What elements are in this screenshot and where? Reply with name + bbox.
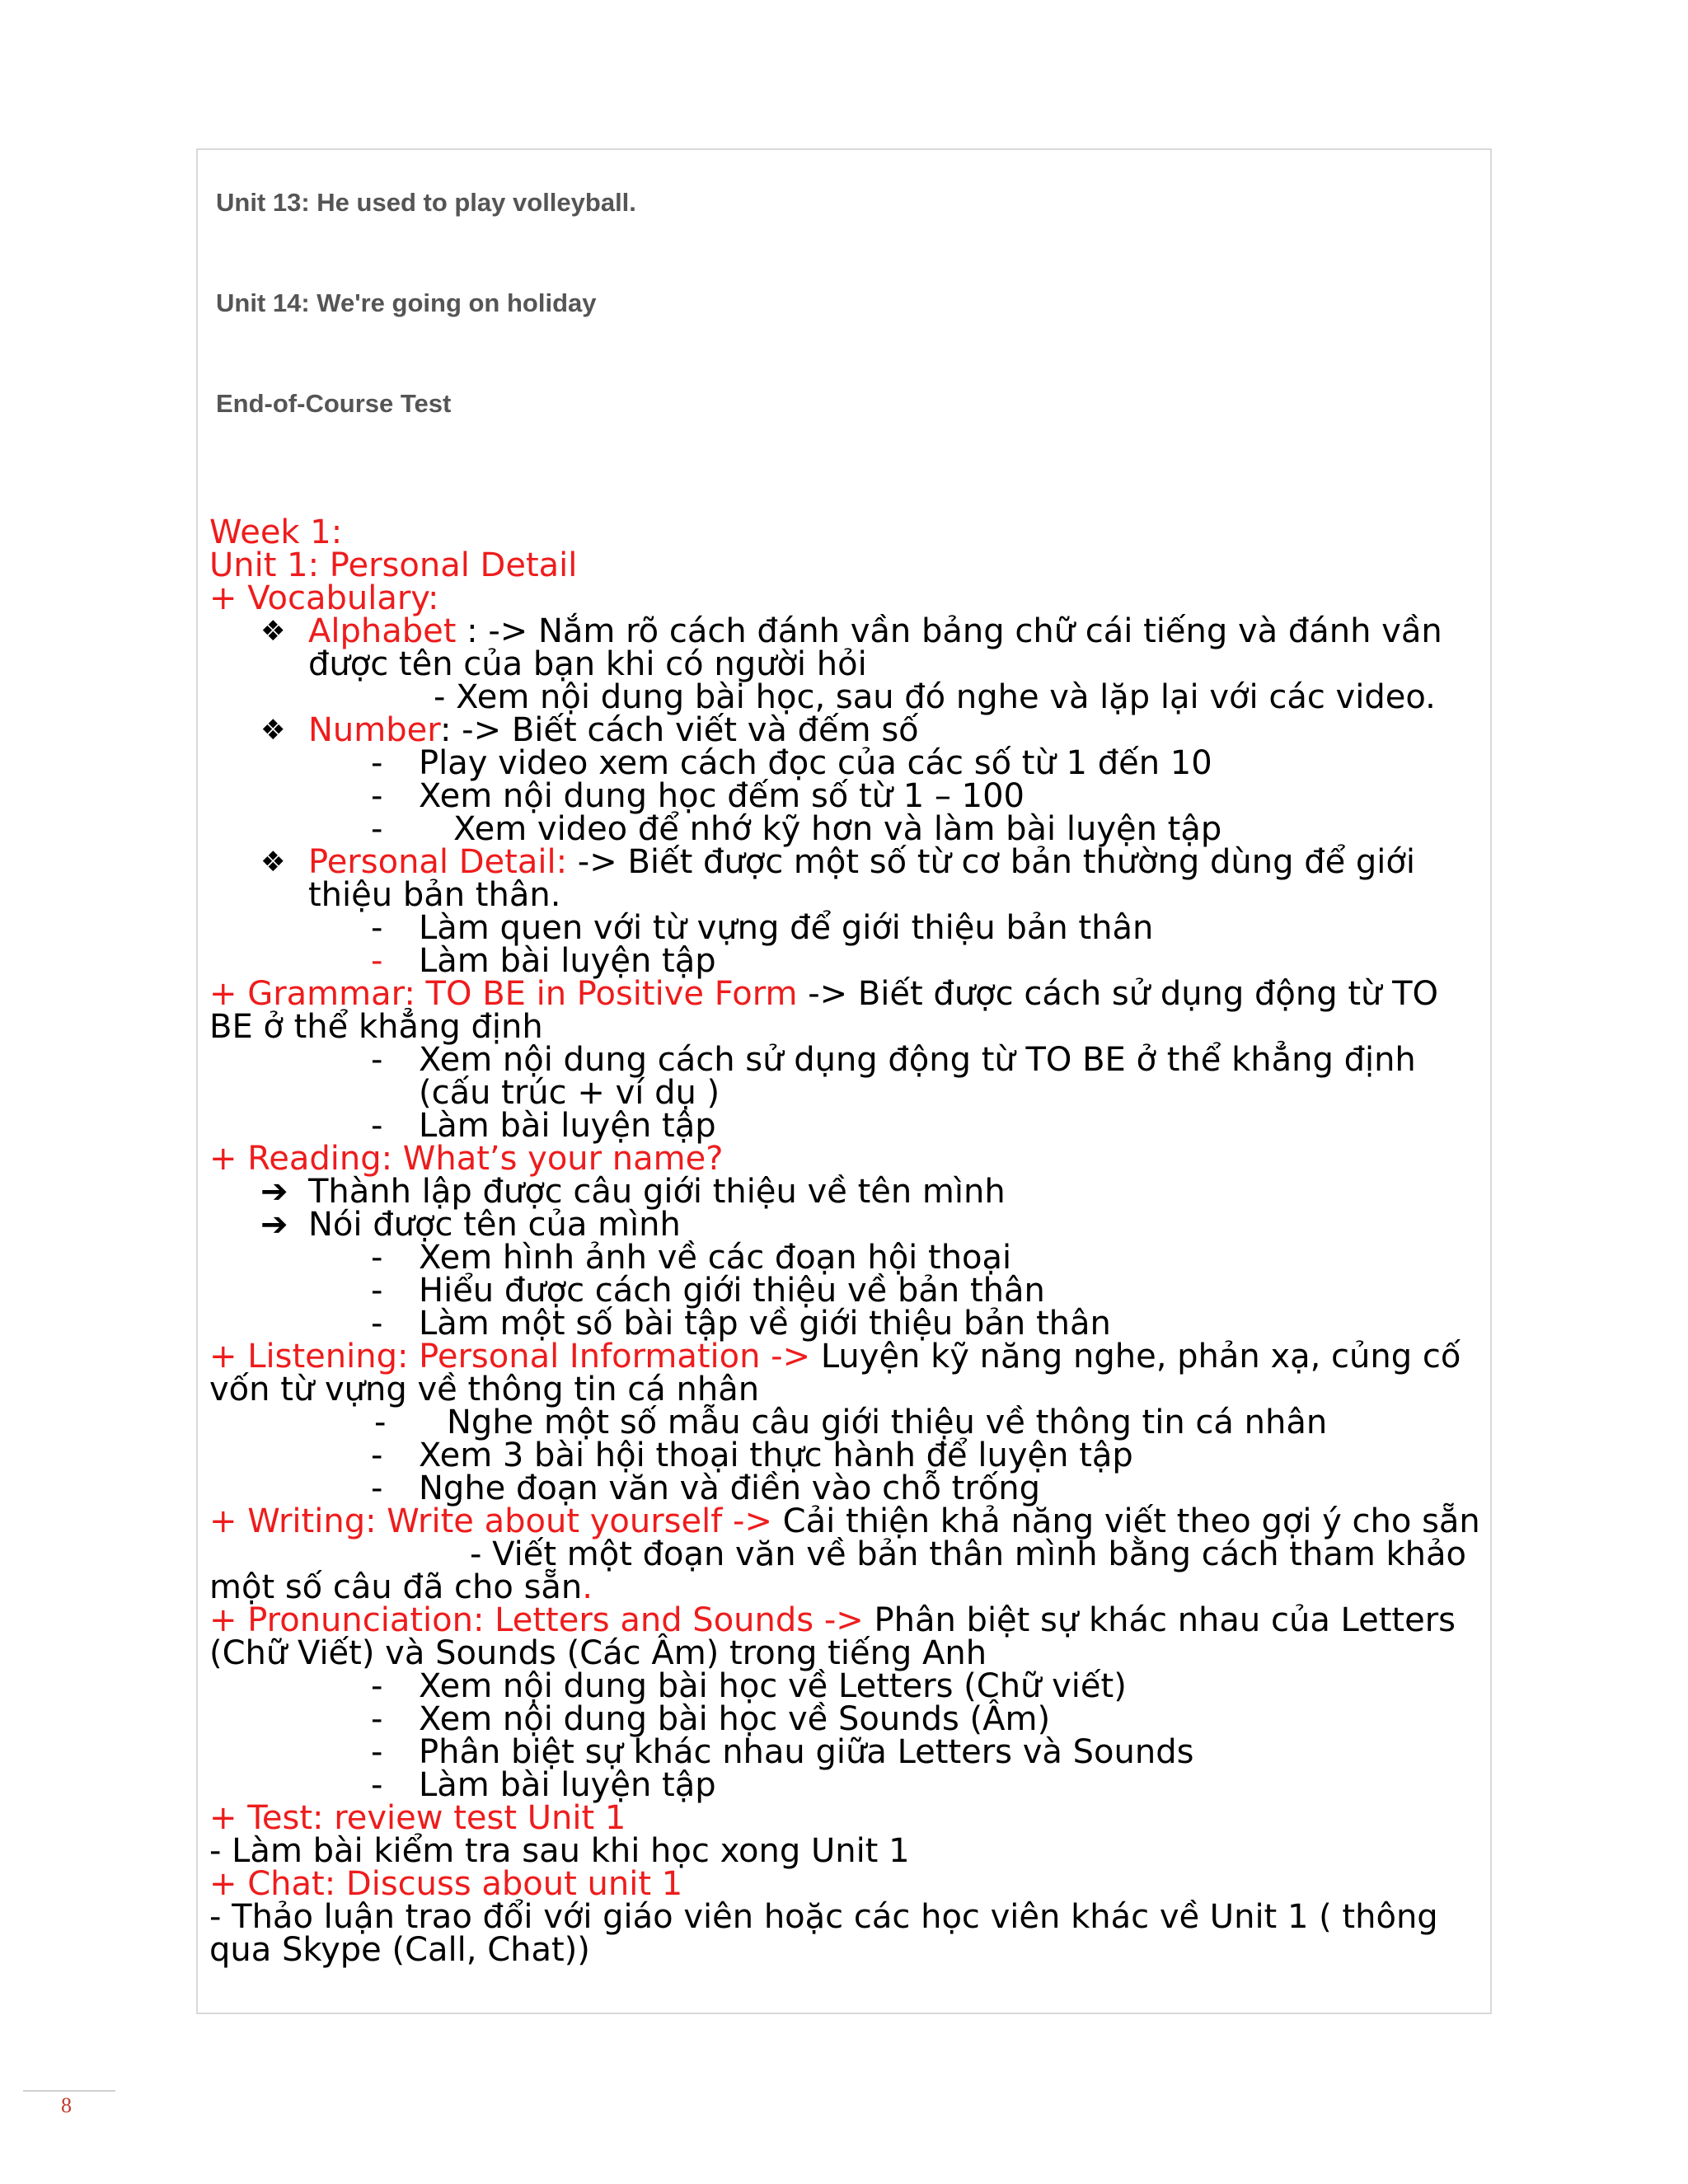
grammar-desc: -> Biết được cách sử dụng động từ TO [797,975,1439,1013]
dash-icon: - [371,1469,383,1507]
alphabet-note: - Xem nội dung bài học, sau đó nghe và lặp lại với các video. [434,678,1436,716]
dash-icon: - [371,777,383,815]
reading-step-3: Làm một số bài tập về giới thiệu bản thân [419,1305,1111,1343]
page-number: 8 [61,2093,72,2117]
grammar-desc-cont: BE ở thể khẳng định [209,1008,543,1046]
test-desc: - Làm bài kiểm tra sau khi học xong Unit 1 [209,1832,910,1870]
alphabet-label: Alphabet [308,612,457,650]
pronunciation-step-3: Phân biệt sự khác nhau giữa Letters và Sounds [419,1733,1194,1771]
dash-icon: - [371,744,383,782]
personal-detail-label: Personal Detail: [308,843,568,881]
personal-step-1: Làm quen với từ vựng để giới thiệu bản thân [419,909,1154,947]
grammar-step-1: Xem nội dung cách sử dụng động từ TO BE ở thể khẳng định [419,1041,1416,1079]
dash-icon: - [371,1239,383,1277]
diamond-bullet-icon: ❖ [260,615,286,648]
pronunciation-heading [209,1601,1495,1639]
week-plan [209,513,1495,1969]
dash-icon: - [371,1272,383,1310]
grammar-label: + Grammar: TO BE in Positive Form [209,975,798,1013]
pronunciation-step-4: Làm bài luyện tập [419,1766,716,1804]
listening-step-3: Nghe đoạn văn và điền vào chỗ trống [419,1469,1041,1507]
alphabet-desc-cont: được tên của bạn khi có người hỏi [308,645,867,683]
personal-detail-desc-cont: thiệu bản thân. [308,876,561,914]
chat-desc-cont: qua Skype (Call, Chat)) [209,1931,590,1969]
dash-icon: - [371,1667,383,1705]
number-step-3: Xem video để nhớ kỹ hơn và làm bài luyện tập [453,810,1222,848]
dash-icon: - [371,1700,383,1738]
reading-goal-2: Nói được tên của mình [308,1206,681,1244]
pronunciation-step-1: Xem nội dung bài học về Letters (Chữ viết) [419,1667,1127,1705]
footer-divider [23,2090,115,2092]
listening-heading [209,1338,1495,1376]
chat-heading: + Chat: Discuss about unit 1 [209,1865,683,1903]
listening-desc-cont: vốn từ vựng về thông tin cá nhân [209,1371,760,1408]
chat-desc: - Thảo luận trao đổi với giáo viên hoặc các học viên khác về Unit 1 ( thông [209,1898,1438,1936]
unit-heading: Unit 1: Personal Detail [209,546,578,584]
reading-step-2: Hiểu được cách giới thiệu về bản thân [419,1272,1045,1310]
writing-note: - Viết một đoạn văn về bản thân mình bằng cách tham khảo [470,1535,1467,1573]
number-label: Number [308,711,440,749]
number-desc: : -> Biết cách viết và đếm số [439,711,919,749]
end-of-course-test-title: End-of-Course Test [216,389,452,418]
dash-icon: - [371,1107,383,1145]
grammar-step-1-cont: (cấu trúc + ví dụ ) [419,1074,720,1112]
reading-heading: + Reading: What’s your name? [209,1140,724,1178]
reading-step-1: Xem hình ảnh về các đoạn hội thoại [419,1239,1012,1277]
unit-13-title: Unit 13: He used to play volleyball. [216,188,636,217]
vocabulary-heading: + Vocabulary: [209,579,439,617]
test-heading: + Test: review test Unit 1 [209,1799,626,1837]
diamond-bullet-icon: ❖ [260,846,286,879]
dash-icon: - [371,909,383,947]
writing-note-cont: một số câu đã cho sẵn [209,1568,583,1606]
writing-label: + Writing: Write about yourself -> [209,1502,772,1540]
grammar-step-2: Làm bài luyện tập [419,1107,716,1145]
unit-14-title: Unit 14: We're going on holiday [216,288,597,317]
pronunciation-desc-cont: (Chữ Viết) và Sounds (Các Âm) trong tiếng Anh [209,1634,987,1672]
listening-label: + Listening: Personal Information -> [209,1338,811,1376]
personal-detail-desc: -> Biết được một số từ cơ bản thường dùng để giới [567,843,1416,881]
listening-step-1: Nghe một số mẫu câu giới thiệu về thông tin cá nhân [447,1404,1328,1441]
personal-step-2: Làm bài luyện tập [419,942,716,980]
number-step-1: Play video xem cách đọc của các số từ 1 đến 10 [419,744,1212,782]
arrow-bullet-icon: ➔ [260,1173,288,1211]
dash-icon: - [371,1305,383,1343]
reading-goal-1: Thành lập được câu giới thiệu về tên mình [308,1173,1006,1211]
dash-icon: - [371,942,383,980]
dash-icon: - [371,1436,383,1474]
personal-detail-item [209,843,1495,881]
listening-desc: Luyện kỹ năng nghe, phản xạ, củng cố [810,1338,1461,1376]
pronunciation-desc: Phân biệt sự khác nhau của Letters [863,1601,1456,1639]
dash-icon: - [374,1404,387,1441]
grammar-heading [209,975,1495,1013]
dash-icon: - [371,810,383,848]
pronunciation-step-2: Xem nội dung bài học về Sounds (Âm) [419,1700,1051,1738]
writing-heading [209,1502,1495,1540]
writing-dot: . [582,1568,593,1606]
week-title: Week 1: [209,513,343,551]
number-item [209,711,1495,749]
dash-icon: - [371,1041,383,1079]
pronunciation-label: + Pronunciation: Letters and Sounds -> [209,1601,864,1639]
listening-step-2: Xem 3 bài hội thoại thực hành để luyện tập [419,1436,1133,1474]
dash-icon: - [371,1733,383,1771]
alphabet-desc: : -> Nắm rõ cách đánh vần bảng chữ cái tiếng và đánh vần [456,612,1442,650]
diamond-bullet-icon: ❖ [260,714,286,747]
alphabet-item [209,612,1495,650]
dash-icon: - [371,1766,383,1804]
writing-desc: Cải thiện khả năng viết theo gợi ý cho sẵn [771,1502,1480,1540]
arrow-bullet-icon: ➔ [260,1206,288,1244]
number-step-2: Xem nội dung học đếm số từ 1 – 100 [419,777,1025,815]
